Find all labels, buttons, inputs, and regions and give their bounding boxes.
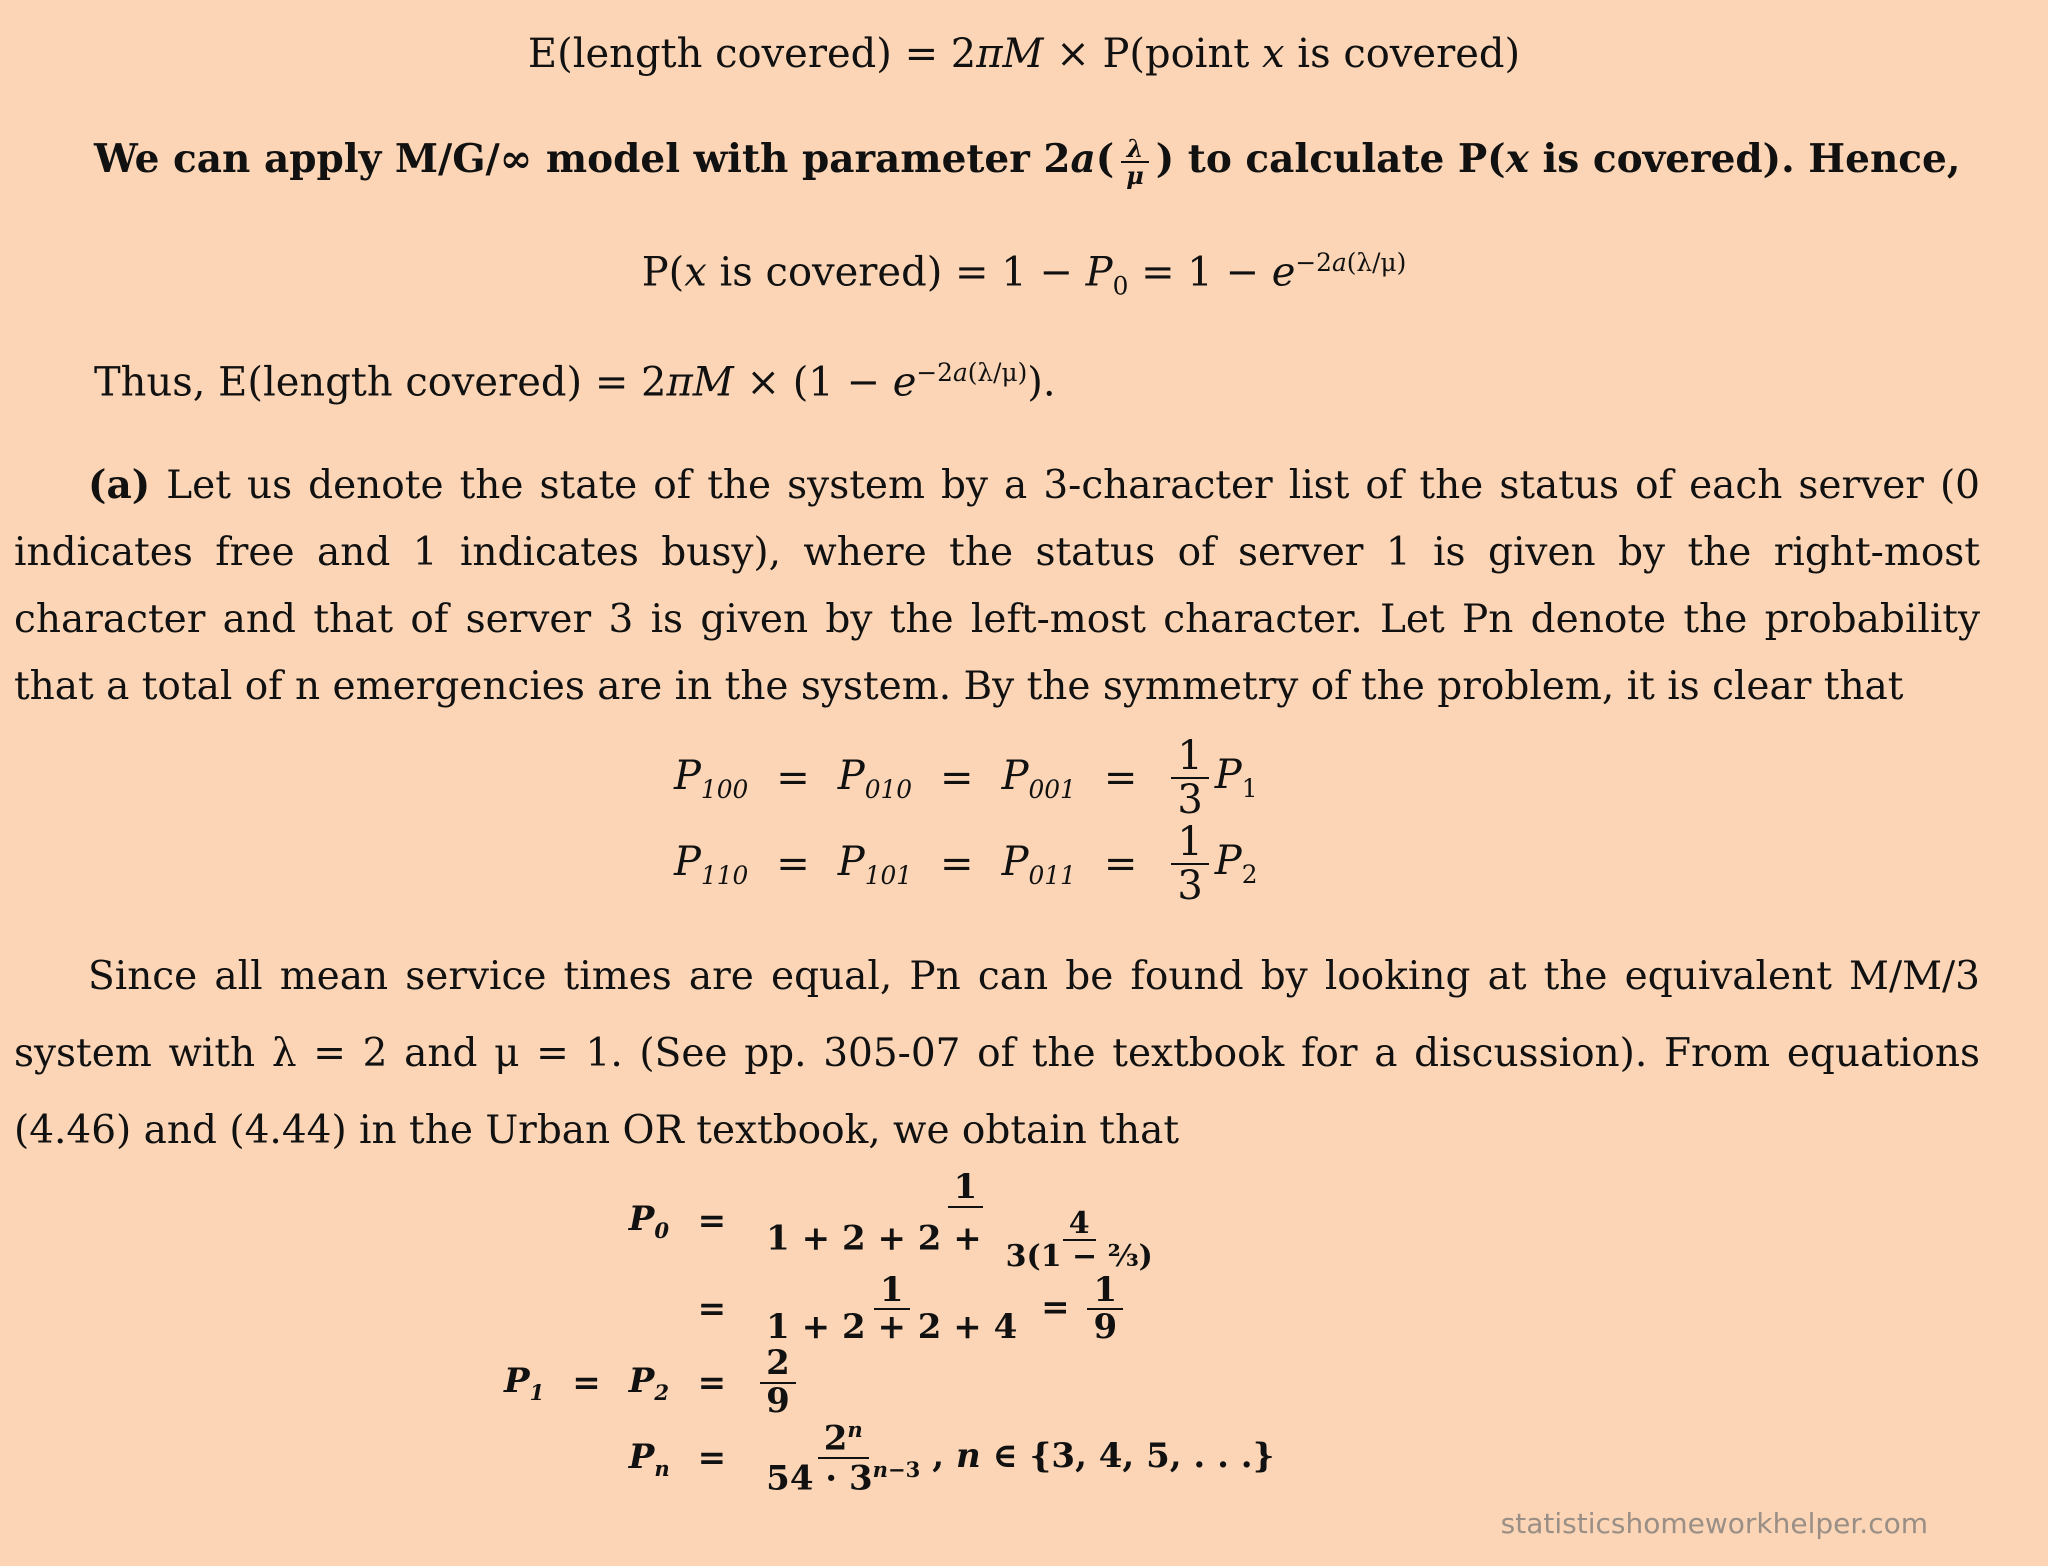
results-equations <box>490 1167 1288 1499</box>
symmetry-row-2: $P_{110}$ = $P_{101}$ = $P_{011}$ = $\frac{1}{3}$ $P_2$ <box>674 819 1258 909</box>
part-a-text: Let us denote the state of the system by a 3-character list of the status of each server (0 indicates free and 1 indicates busy), where the status of server 1 is given by the right-most character and that of server 3 is given by the left-most character. Let Pn denote the probability that a total of n emergencies are in the system. By the symmetry of the problem, it is clear that <box>14 463 1980 709</box>
paragraph-part-a <box>14 452 1980 720</box>
result-p0-row-1: $P_0$ = 1 1 + 2 + 2 + $\frac{4}{\text{3(1 − ⅔)}}$ <box>628 1167 1153 1275</box>
part-a-label: (a) <box>88 462 151 508</box>
result-p0-row-2: = $\frac{1}{1 + 2 + 2 + 4}$ = $\frac{1}{9}$ <box>490 1273 1288 1346</box>
paragraph-mm3 <box>14 938 1980 1169</box>
paragraph-mm3-text: Since all mean service times are equal, Pn can be found by looking at the equivalent M/M/3 system with λ = 2 and μ = 1. (See pp. 305-07 of the textbook for a discussion). From equations (4.46) and (4.44) in the Urban OR textbook, we obtain that <box>14 954 1980 1153</box>
equation-probability-covered: P(x is covered) = $1 - P_0 = 1 - e^{-2a(\lambda/\mu)}$ <box>641 248 1407 301</box>
equation-expected-length: E(length covered) = 2πM × P(point x is covered) <box>527 31 1521 77</box>
symmetry-row-1: $P_{100}$ = $P_{010}$ = $P_{001}$ = $\frac{1}{3}$ $P_1$ <box>674 733 1258 823</box>
watermark-text: statisticshomeworkhelper.com <box>1500 1507 1928 1540</box>
symmetry-equations <box>660 735 1272 907</box>
result-p1-p2-row: $P_1$ = $P_2$ = $\frac{2}{9}$ <box>490 1346 1288 1419</box>
sentence-thus: Thus, E(length covered) = $2\pi M \times (1 - e^{-2a(\lambda/\mu)})$. <box>94 358 1056 406</box>
result-pn-row: $P_n$ = $\frac{2^n}{54 \cdot 3^{n-3}}$ , n ∈ {3, 4, 5, . . .} <box>628 1417 1275 1499</box>
sentence-mg-infinity: We can apply M/G/∞ model with parameter 2a( $\frac{\lambda}{\mu}$ ) to calculate P(x is covered). Hence, <box>94 134 1961 191</box>
